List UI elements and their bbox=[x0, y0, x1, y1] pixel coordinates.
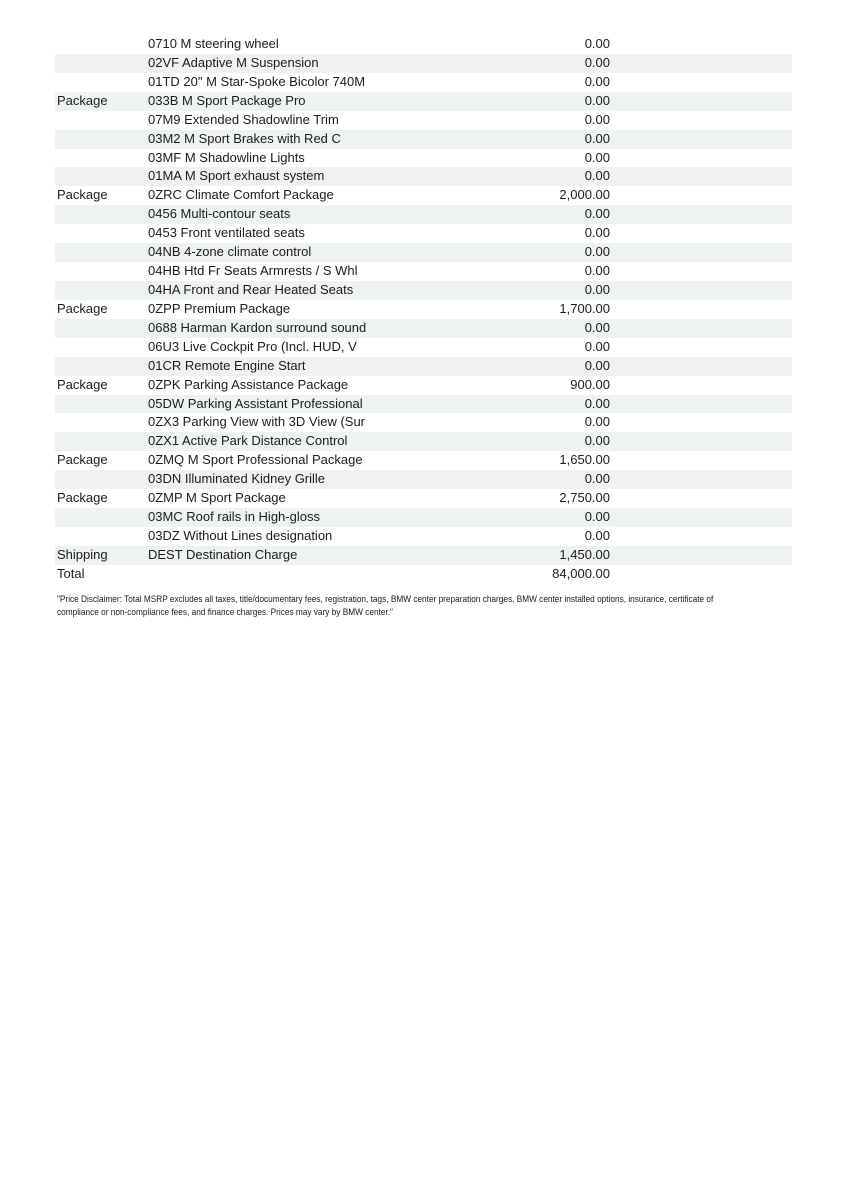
row-price: 0.00 bbox=[584, 92, 610, 108]
row-price: 0.00 bbox=[584, 281, 610, 297]
table-row bbox=[55, 130, 792, 149]
disclaimer-line-1: "Price Disclaimer: Total MSRP excludes all taxes, title/documentary fees, registration, tags, BMW center preparation charges, BMW center installed options, insurance, certificate of bbox=[57, 594, 714, 605]
row-price: 0.00 bbox=[584, 36, 610, 51]
row-item-description: 06U3 Live Cockpit Pro (Incl. HUD, V bbox=[148, 338, 357, 354]
row-category-label: Package bbox=[57, 187, 108, 203]
row-item-description: 04HB Htd Fr Seats Armrests / S Whl bbox=[148, 263, 358, 279]
row-item-description: 0ZPK Parking Assistance Package bbox=[148, 376, 349, 392]
row-price: 0.00 bbox=[584, 509, 610, 525]
table-row bbox=[55, 319, 792, 338]
row-price: 84,000.00 bbox=[552, 565, 610, 581]
row-price: 1,650.00 bbox=[559, 452, 610, 468]
row-item-description: 0456 Multi-contour seats bbox=[148, 206, 291, 222]
row-price: 0.00 bbox=[584, 263, 610, 279]
table-row bbox=[55, 546, 792, 565]
row-price: 0.00 bbox=[584, 471, 610, 487]
row-category-label: Package bbox=[57, 300, 108, 316]
row-item-description: 07M9 Extended Shadowline Trim bbox=[148, 111, 339, 127]
row-price: 1,700.00 bbox=[559, 300, 610, 316]
row-price: 0.00 bbox=[584, 168, 610, 184]
row-price: 0.00 bbox=[584, 225, 610, 241]
table-row bbox=[55, 357, 792, 376]
row-price: 0.00 bbox=[584, 319, 610, 335]
row-category-label: Package bbox=[57, 92, 108, 108]
row-item-description: 02VF Adaptive M Suspension bbox=[148, 54, 319, 70]
row-price: 900.00 bbox=[570, 376, 610, 392]
row-price: 0.00 bbox=[584, 130, 610, 146]
row-item-description: 04HA Front and Rear Heated Seats bbox=[148, 281, 354, 297]
row-item-description: 03MC Roof rails in High-gloss bbox=[148, 509, 320, 525]
table-row bbox=[55, 111, 792, 130]
row-item-description: DEST Destination Charge bbox=[148, 546, 298, 562]
row-price: 0.00 bbox=[584, 111, 610, 127]
row-price: 0.00 bbox=[584, 244, 610, 260]
row-item-description: 0688 Harman Kardon surround sound bbox=[148, 319, 367, 335]
row-item-description: 03DZ Without Lines designation bbox=[148, 527, 333, 543]
row-price: 0.00 bbox=[584, 206, 610, 222]
row-category-label: Package bbox=[57, 490, 108, 506]
row-price: 0.00 bbox=[584, 414, 610, 430]
row-price: 0.00 bbox=[584, 357, 610, 373]
table-row bbox=[55, 395, 792, 414]
row-item-description: 03MF M Shadowline Lights bbox=[148, 149, 305, 165]
table-row bbox=[55, 451, 792, 470]
table-row bbox=[55, 224, 792, 243]
table-row bbox=[55, 470, 792, 489]
row-item-description: 05DW Parking Assistant Professional bbox=[148, 395, 363, 411]
row-item-description: 03DN Illuminated Kidney Grille bbox=[148, 471, 326, 487]
row-item-description: 0ZMQ M Sport Professional Package bbox=[148, 452, 363, 468]
table-row bbox=[55, 167, 792, 186]
row-category-label: Package bbox=[57, 452, 108, 468]
row-price: 0.00 bbox=[584, 395, 610, 411]
table-row bbox=[55, 508, 792, 527]
table-row bbox=[55, 243, 792, 262]
row-item-description: 01TD 20" M Star-Spoke Bicolor 740M bbox=[148, 73, 366, 89]
row-price: 0.00 bbox=[584, 527, 610, 543]
row-price: 2,750.00 bbox=[559, 490, 610, 506]
row-item-description: 01MA M Sport exhaust system bbox=[148, 168, 325, 184]
row-item-description: 0710 M steering wheel bbox=[148, 36, 279, 51]
table-row bbox=[55, 281, 792, 300]
row-category-label: Package bbox=[57, 376, 108, 392]
table-row bbox=[55, 35, 792, 54]
row-item-description: 0ZX3 Parking View with 3D View (Sur bbox=[148, 414, 366, 430]
table-row bbox=[55, 73, 792, 92]
row-item-description: 03M2 M Sport Brakes with Red C bbox=[148, 130, 341, 146]
row-item-description: 0ZRC Climate Comfort Package bbox=[148, 187, 334, 203]
row-item-description: 0ZX1 Active Park Distance Control bbox=[148, 433, 348, 449]
price-disclaimer bbox=[57, 594, 797, 619]
table-row bbox=[55, 186, 792, 205]
row-item-description: 01CR Remote Engine Start bbox=[148, 357, 306, 373]
table-row bbox=[55, 432, 792, 451]
row-category-label: Shipping bbox=[57, 546, 108, 562]
row-item-description: 04NB 4-zone climate control bbox=[148, 244, 312, 260]
row-price: 0.00 bbox=[584, 433, 610, 449]
row-price: 0.00 bbox=[584, 149, 610, 165]
table-row bbox=[55, 565, 792, 584]
table-row bbox=[55, 92, 792, 111]
row-item-description: 033B M Sport Package Pro bbox=[148, 92, 306, 108]
table-row bbox=[55, 54, 792, 73]
row-price: 0.00 bbox=[584, 54, 610, 70]
table-row bbox=[55, 149, 792, 168]
options-table bbox=[55, 35, 792, 584]
disclaimer-line-2: compliance or non-compliance fees, and finance charges. Prices may vary by BMW center." bbox=[57, 606, 393, 618]
table-row bbox=[55, 300, 792, 319]
row-price: 0.00 bbox=[584, 73, 610, 89]
row-category-label: Total bbox=[57, 565, 85, 581]
table-row bbox=[55, 262, 792, 281]
row-item-description: 0ZPP Premium Package bbox=[148, 300, 291, 316]
table-row bbox=[55, 205, 792, 224]
row-price: 1,450.00 bbox=[559, 546, 610, 562]
table-row bbox=[55, 527, 792, 546]
table-row bbox=[55, 489, 792, 508]
row-price: 0.00 bbox=[584, 338, 610, 354]
table-row bbox=[55, 413, 792, 432]
table-row bbox=[55, 338, 792, 357]
row-item-description: 0453 Front ventilated seats bbox=[148, 225, 305, 241]
row-price: 2,000.00 bbox=[559, 187, 610, 203]
table-row bbox=[55, 376, 792, 395]
row-item-description: 0ZMP M Sport Package bbox=[148, 490, 286, 506]
